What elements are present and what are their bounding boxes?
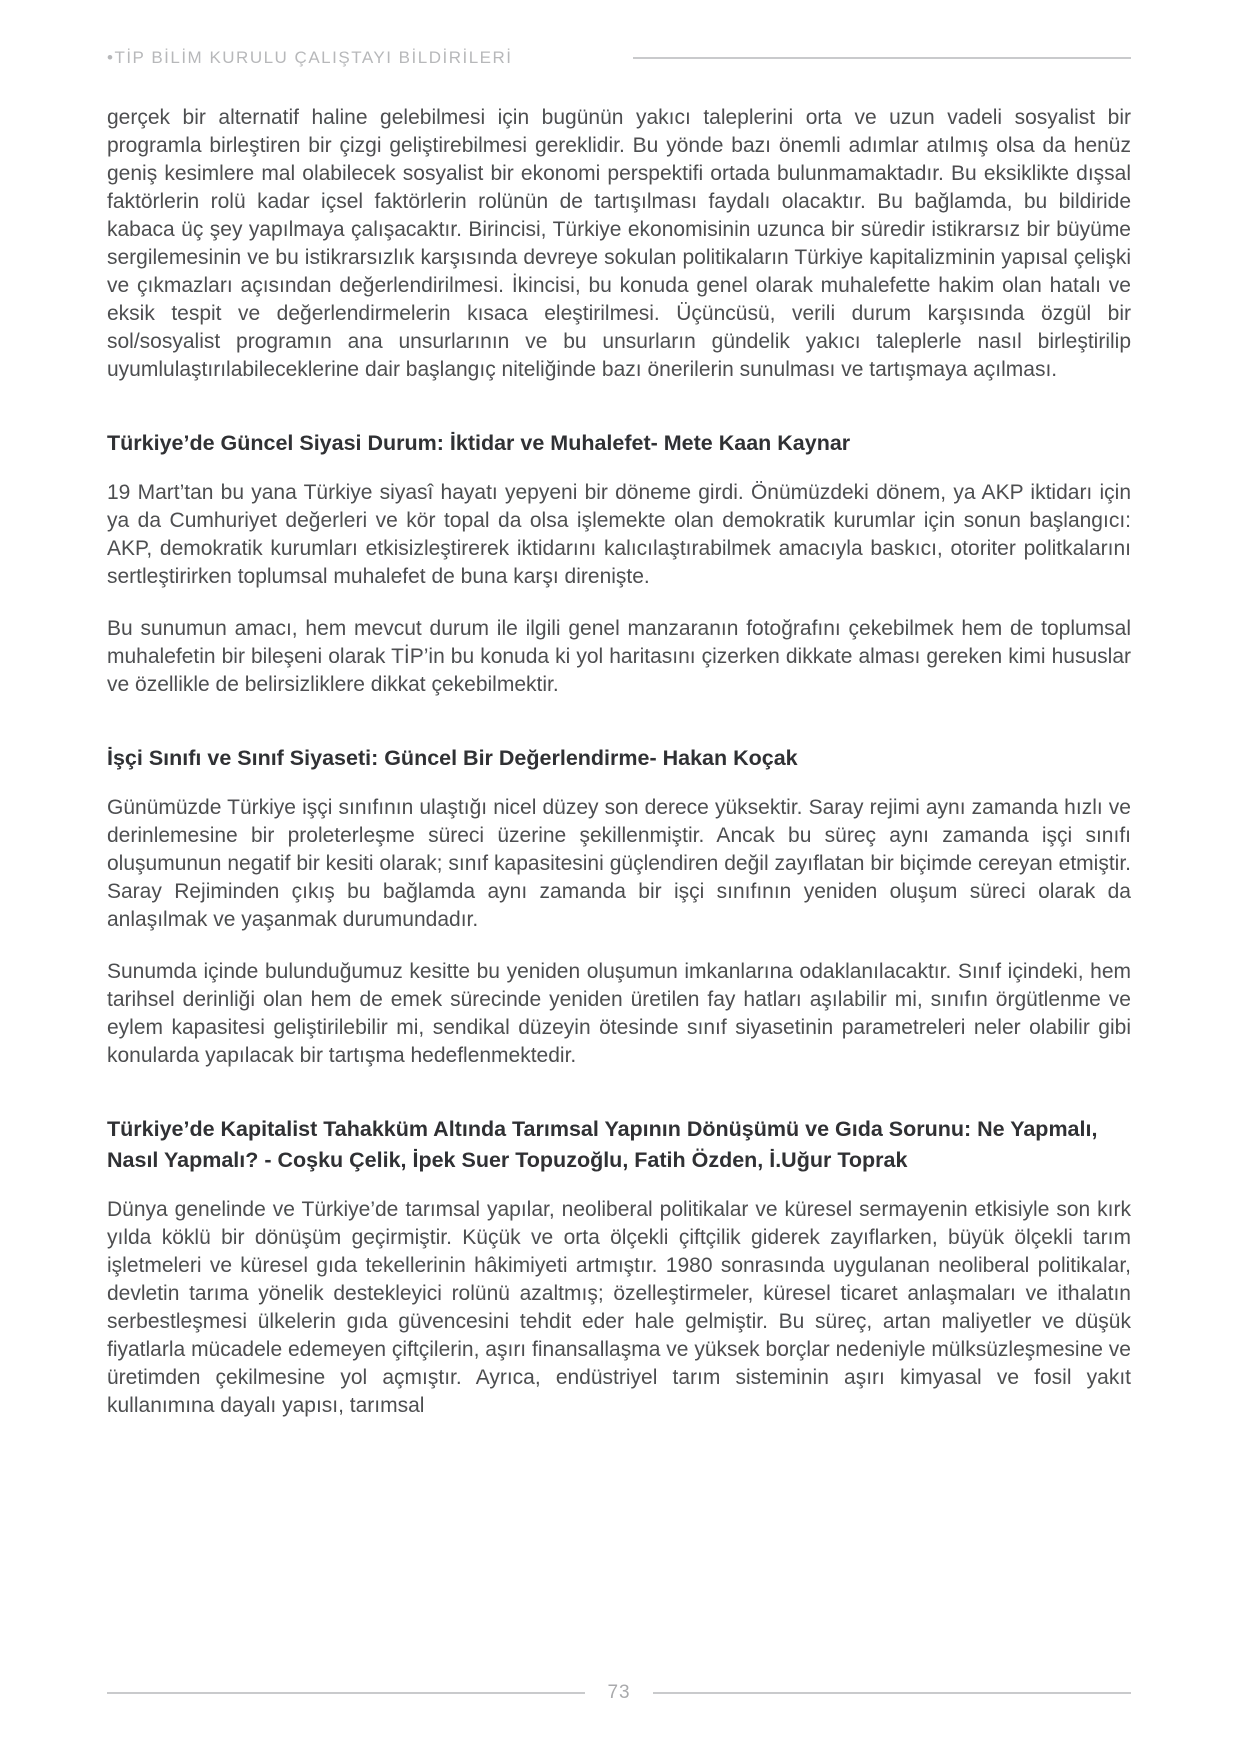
paragraph: Günümüzde Türkiye işçi sınıfının ulaştığı nicel düzey son derece yüksektir. Saray rejimi aynı zamanda hızlı ve derinlemesine bir proleterleşme süreci üzerine şekillenmiştir. Ancak bu süreç aynı zamanda işçi sınıfı oluşumunun negatif bir kesiti olarak; sınıf kapasitesini güçlendiren değil zayıflatan bir biçimde cereyan etmiştir. Saray Rejiminden çıkış bu bağlamda aynı zamanda bir işçi sınıfının yeniden oluşum süreci olarak da anlaşılmak ve yaşanmak durumundadır. [107, 796, 1131, 931]
paragraph: Sunumda içinde bulunduğumuz kesitte bu yeniden oluşumun imkanlarına odaklanılacaktır. Sınıf içindeki, hem tarihsel derinliği olan hem de emek sürecinde yeniden üretilen fay hatları aşılabilir mi, sınıfın örgütlenme ve eylem kapasitesi geliştirilebilir mi, sendikal düzeyin ötesinde sınıf siyasetinin parametreleri neler olabilir gibi konularda yapılacak bir tartışma hedeflenmektedir. [107, 960, 1131, 1067]
section-heading-isci-sinifi: İşçi Sınıfı ve Sınıf Siyaseti: Güncel Bir Değerlendirme- Hakan Koçak [107, 746, 798, 770]
footer-rule-right [653, 1692, 1131, 1694]
page-body [107, 104, 1131, 1420]
running-header [107, 46, 1131, 70]
paragraph: Bu sunumun amacı, hem mevcut durum ile ilgili genel manzaranın fotoğrafını çekebilmek hem de toplumsal muhalefetin bir bileşeni olarak TİP’in bu konuda ki yol haritasını çizerken dikkate alması gereken kimi hususlar ve özellikle de belirsizliklere dikkat çekebilmektir. [107, 617, 1131, 696]
page-number: 73 [607, 1682, 631, 1703]
paragraph: 19 Mart’tan bu yana Türkiye siyasî hayatı yepyeni bir döneme girdi. Önümüzdeki dönem, ya AKP iktidarı için ya da Cumhuriyet değerleri ve kör topal da olsa işlemekte olan demokratik kurumlar için sonun başlangıcı: AKP, demokratik kurumları etkisizleştirerek iktidarını kalıcılaştırabilmek amacıyla baskıcı, otoriter politkalarını sertleştirirken toplumsal muhalefet de buna karşı direnişte. [107, 481, 1131, 588]
paragraph: gerçek bir alternatif haline gelebilmesi için bugünün yakıcı taleplerini orta ve uzun vadeli sosyalist bir programla birleştiren bir çizgi geliştirebilmesi gereklidir. Bu yönde bazı önemli adımlar atılmış olsa da henüz geniş kesimlere mal olabilecek sosyalist bir ekonomi perspektifi ortada bulunmamaktadır. Bu eksiklikte dışsal faktörlerin rolü kadar içsel faktörlerin rolünün de tartışılması faydalı olacaktır. Bu bağlamda, bu bildiride kabaca üç şey yapılmaya çalışacaktır. Birincisi, Türkiye ekonomisinin uzunca bir süredir istikrarsız bir büyüme sergilemesinin ve bu istikrarsızlık karşısında devreye sokulan politikaların Türkiye kapitalizminin yapısal çelişki ve çıkmazları açısından değerlendirilmesi. İkincisi, bu konuda genel olarak muhalefette hakim olan hatalı ve eksik tespit ve değerlendirmelerin kısaca eleştirilmesi. Üçüncüsü, verili durum karşısında özgül bir sol/sosyalist programın ana unsurlarının ve bu unsurların gündelik yakıcı taleplerle nasıl birleştirilip uyumlulaştırılabileceklerine dair başlangıç niteliğinde bazı önerilerin sunulması ve tartışmaya açılması. [107, 106, 1131, 381]
footer-rule-left [107, 1692, 585, 1694]
paragraph: Dünya genelinde ve Türkiye’de tarımsal yapılar, neoliberal politikalar ve küresel sermayenin etkisiyle son kırk yılda köklü bir dönüşüm geçirmiştir. Küçük ve orta ölçekli çiftçilik giderek zayıflarken, büyük ölçekli tarım işletmeleri ve küresel gıda tekellerinin hâkimiyeti artmıştır. 1980 sonrasında uygulanan neoliberal politikalar, devletin tarıma yönelik destekleyici rolünü azaltmış; özelleştirmeler, küresel ticaret anlaşmaları ve ithalatın serbestleşmesi ülkelerin gıda güvencesini tehdit eder hale gelmiştir. Bu süreç, artan maliyetler ve düşük fiyatlarla mücadele edemeyen çiftçilerin, aşırı finansallaşma ve yüksek borçlar nedeniyle mülksüzleşmesine ve üretimden çekilmesine yol açmıştır. Ayrıca, endüstriyel tarım sisteminin aşırı kimyasal ve fosil yakıt kullanımına dayalı yapısı, tarımsal [107, 1198, 1131, 1417]
page-footer [107, 1682, 1131, 1704]
running-header-title: •TİP BİLİM KURULU ÇALIŞTAYI BİLDİRİLERİ [107, 48, 513, 67]
section-heading-tarimsal-yapi: Türkiye’de Kapitalist Tahakküm Altında Tarımsal Yapının Dönüşümü ve Gıda Sorunu: Ne Yapmalı, Nasıl Yapmalı? - Coşku Çelik, İpek Suer Topuzoğlu, Fatih Özden, İ.Uğur Toprak [107, 1117, 1098, 1172]
section-heading-guncel-siyasi-durum: Türkiye’de Güncel Siyasi Durum: İktidar ve Muhalefet- Mete Kaan Kaynar [107, 431, 851, 455]
header-rule [633, 57, 1131, 59]
